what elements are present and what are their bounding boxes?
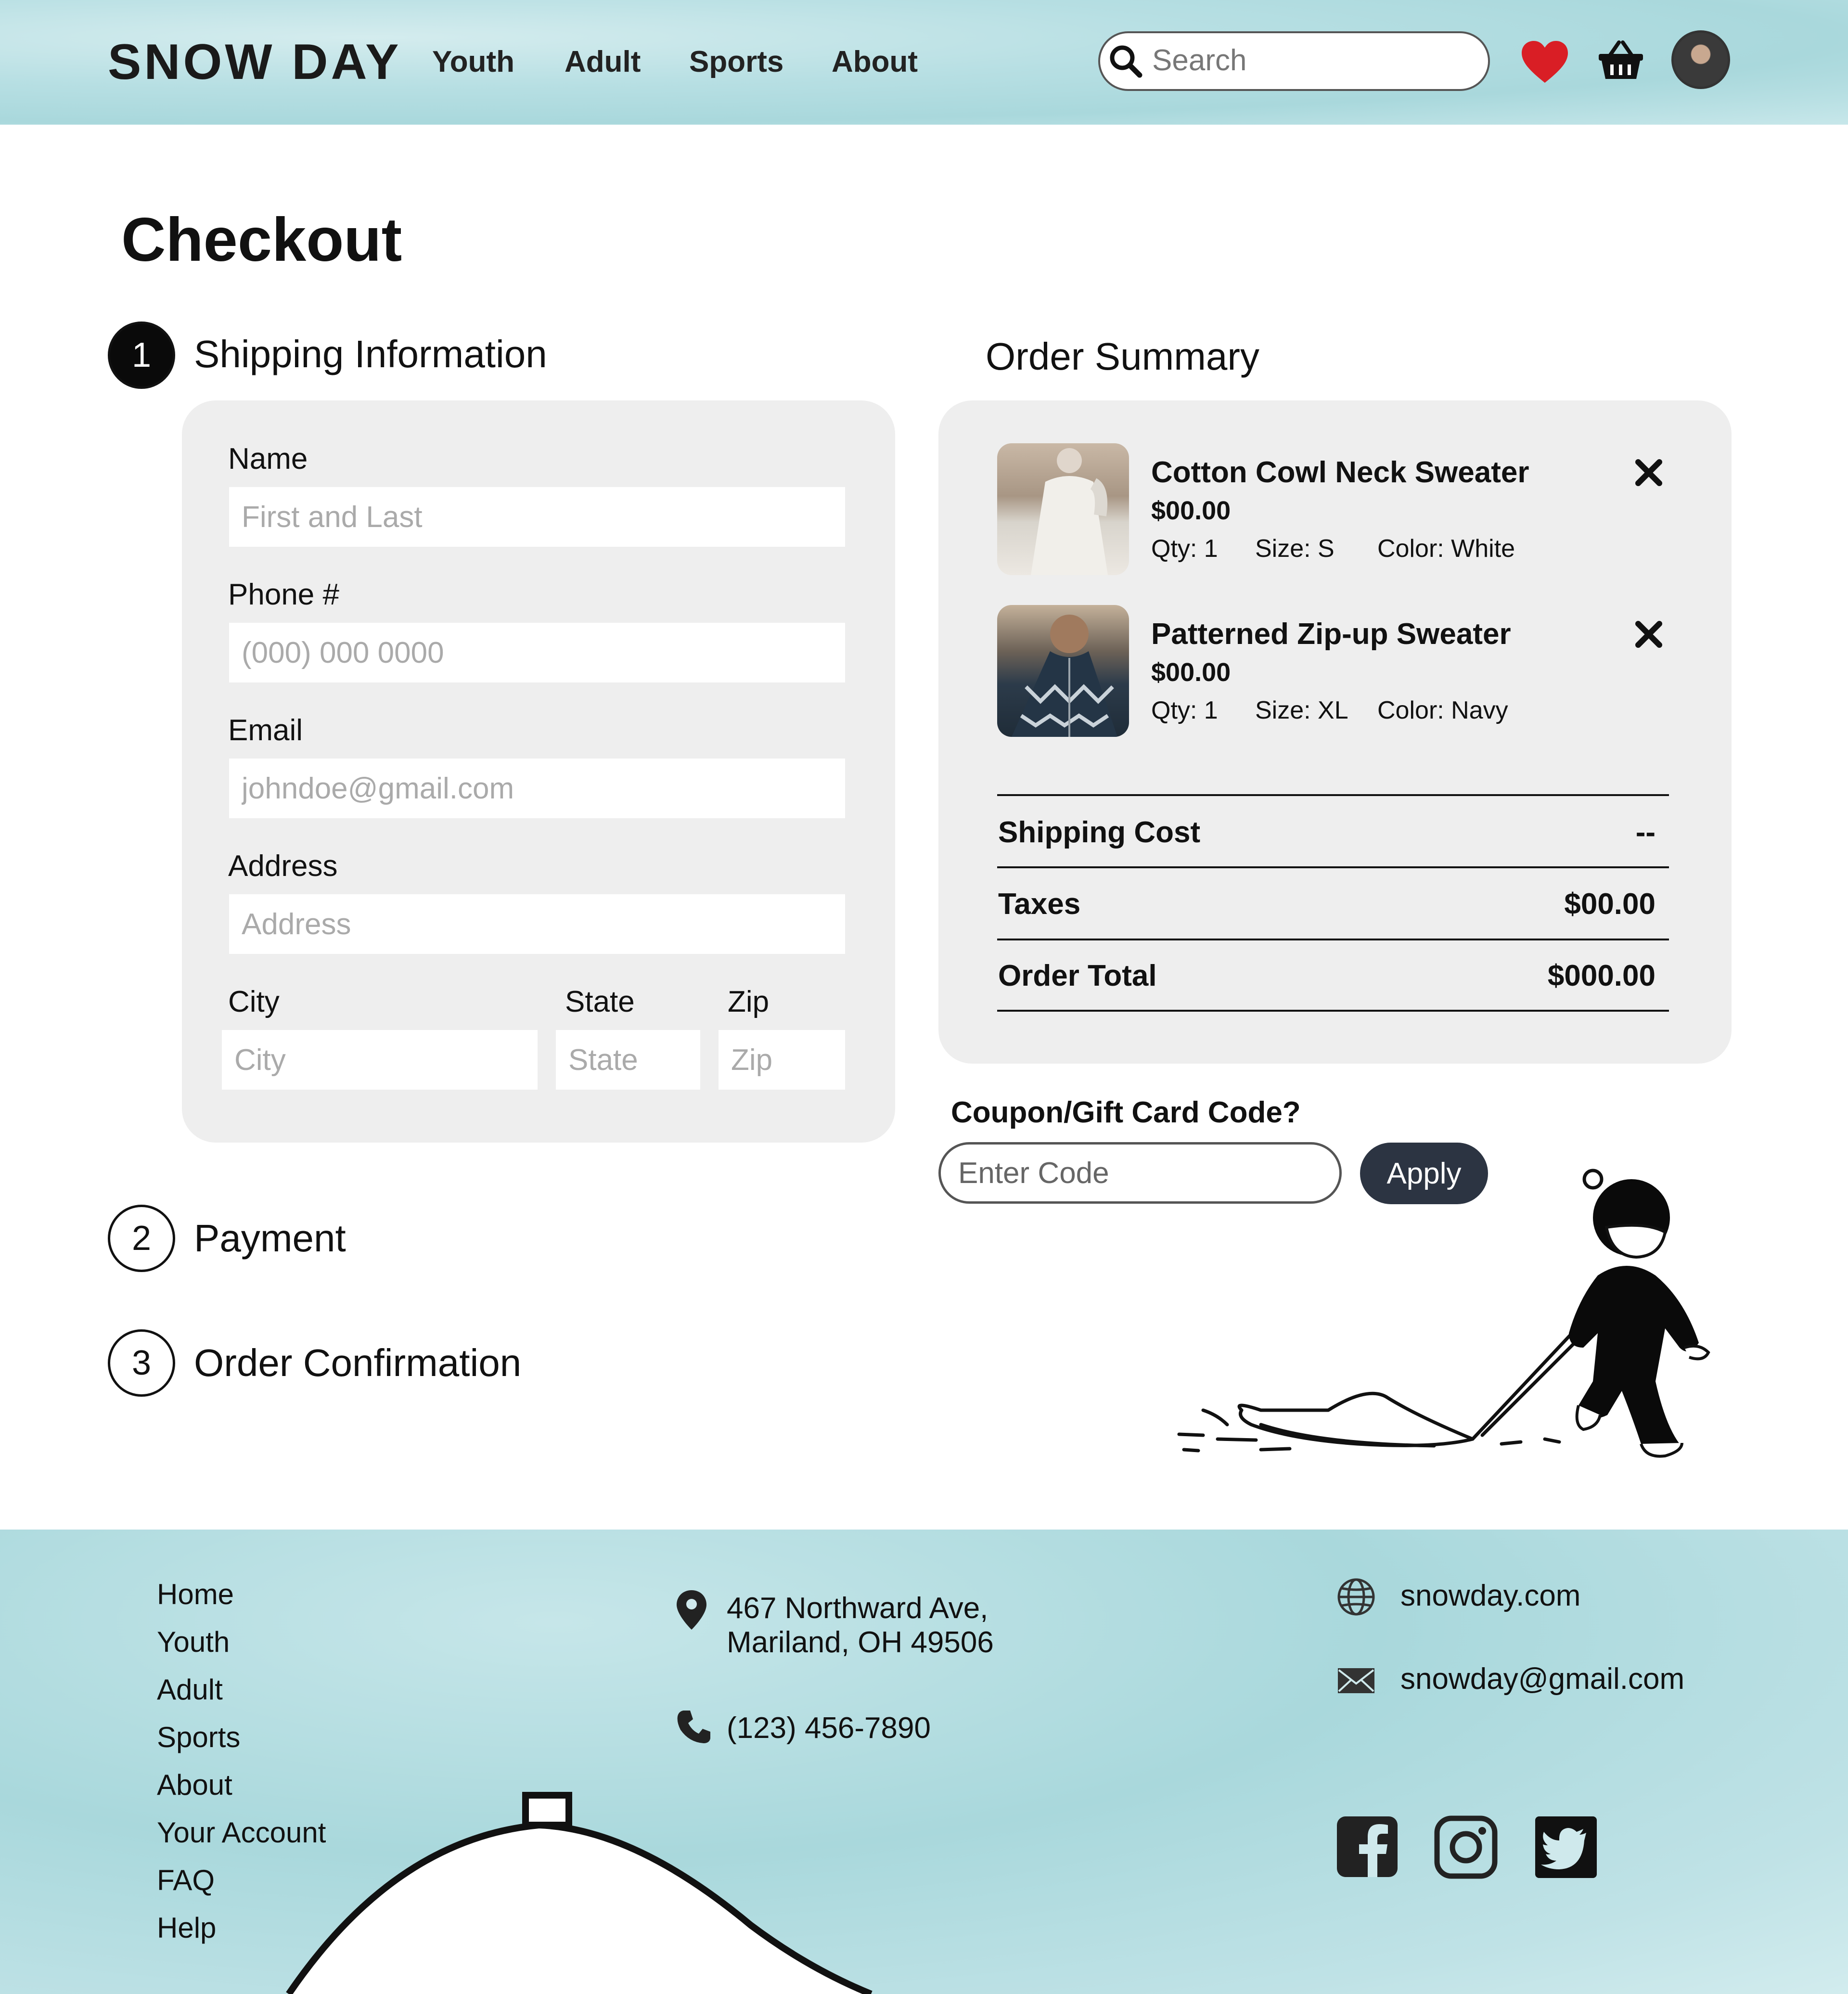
product-image-cotton-cowl-neck-sweater[interactable] (997, 443, 1129, 575)
summary-divider (997, 794, 1669, 796)
shipping-cost-label: Shipping Cost (998, 816, 1201, 849)
nav-sports[interactable]: Sports (689, 45, 784, 78)
instagram-icon[interactable] (1434, 1815, 1498, 1879)
remove-item-icon[interactable] (1634, 620, 1663, 649)
location-pin-icon (675, 1588, 708, 1632)
taxes-value: $00.00 (1564, 888, 1656, 921)
item-price: $00.00 (1151, 496, 1231, 525)
website-link[interactable]: snowday.com (1400, 1579, 1581, 1612)
step-order-confirmation[interactable]: Order Confirmation (194, 1341, 522, 1384)
brand-logo[interactable]: SNOW DAY (108, 34, 402, 90)
child-pulling-sled-illustration (1165, 1155, 1732, 1473)
step-shipping-information: Shipping Information (194, 333, 547, 375)
summary-divider (997, 866, 1669, 868)
search-input[interactable] (1152, 39, 1479, 82)
footer-link-help[interactable]: Help (157, 1912, 217, 1944)
heart-icon[interactable] (1520, 39, 1570, 85)
footer-link-about[interactable]: About (157, 1769, 232, 1801)
zip-label: Zip (728, 985, 770, 1018)
address-line-1: 467 Northward Ave, (727, 1592, 988, 1625)
summary-divider (997, 1010, 1669, 1012)
phone-number[interactable]: (123) 456-7890 (727, 1711, 931, 1745)
item-size: Size: S (1255, 535, 1335, 563)
remove-item-icon[interactable] (1634, 458, 1663, 487)
name-label: Name (228, 442, 308, 476)
state-field[interactable] (556, 1030, 700, 1090)
item-color: Color: Navy (1377, 696, 1508, 724)
apply-coupon-button[interactable]: Apply (1360, 1143, 1488, 1204)
order-total-value: $000.00 (1547, 959, 1656, 992)
phone-icon (676, 1709, 712, 1745)
footer-link-home[interactable]: Home (157, 1578, 234, 1610)
phone-label: Phone # (228, 578, 339, 611)
city-label: City (228, 985, 280, 1018)
taxes-label: Taxes (998, 888, 1081, 921)
zip-field[interactable] (719, 1030, 845, 1090)
item-size: Size: XL (1255, 696, 1348, 724)
nav-about[interactable]: About (832, 45, 918, 78)
footer-link-faq[interactable]: FAQ (157, 1864, 215, 1896)
city-field[interactable] (222, 1030, 538, 1090)
product-image-patterned-zip-up-sweater[interactable] (997, 605, 1129, 737)
item-price: $00.00 (1151, 658, 1231, 687)
name-field[interactable] (229, 487, 845, 547)
footer-link-your-account[interactable]: Your Account (157, 1816, 326, 1849)
step-2-indicator[interactable]: 2 (108, 1205, 175, 1272)
nav-youth[interactable]: Youth (432, 45, 515, 78)
coupon-label: Coupon/Gift Card Code? (951, 1096, 1301, 1129)
globe-icon (1336, 1577, 1376, 1617)
address-field[interactable] (229, 894, 845, 954)
footer-link-adult[interactable]: Adult (157, 1673, 223, 1706)
basket-icon[interactable] (1597, 39, 1645, 81)
email-icon (1336, 1666, 1376, 1695)
nav-adult[interactable]: Adult (565, 45, 641, 78)
summary-divider (997, 939, 1669, 940)
search-icon[interactable] (1107, 42, 1145, 81)
order-summary-title: Order Summary (986, 335, 1259, 378)
footer-link-youth[interactable]: Youth (157, 1626, 230, 1658)
email-field[interactable] (229, 759, 845, 818)
phone-field[interactable] (229, 623, 845, 682)
step-1-indicator: 1 (108, 322, 175, 389)
footer-link-sports[interactable]: Sports (157, 1721, 241, 1753)
hill-illustration (270, 1781, 991, 1994)
step-3-indicator[interactable]: 3 (108, 1329, 175, 1397)
avatar[interactable] (1671, 30, 1730, 89)
step-payment[interactable]: Payment (194, 1217, 346, 1260)
twitter-icon[interactable] (1534, 1815, 1598, 1879)
item-qty: Qty: 1 (1151, 535, 1218, 563)
state-label: State (565, 985, 635, 1018)
item-name: Cotton Cowl Neck Sweater (1151, 456, 1529, 489)
item-color: Color: White (1377, 535, 1515, 563)
order-total-label: Order Total (998, 959, 1157, 992)
facebook-icon[interactable] (1336, 1815, 1399, 1878)
email-link[interactable]: snowday@gmail.com (1400, 1662, 1685, 1696)
page-title: Checkout (121, 206, 402, 274)
shipping-cost-value: -- (1635, 816, 1656, 849)
item-qty: Qty: 1 (1151, 696, 1218, 724)
email-label: Email (228, 714, 303, 747)
address-line-2: Mariland, OH 49506 (727, 1626, 994, 1659)
item-name: Patterned Zip-up Sweater (1151, 617, 1511, 651)
address-label: Address (228, 849, 338, 883)
